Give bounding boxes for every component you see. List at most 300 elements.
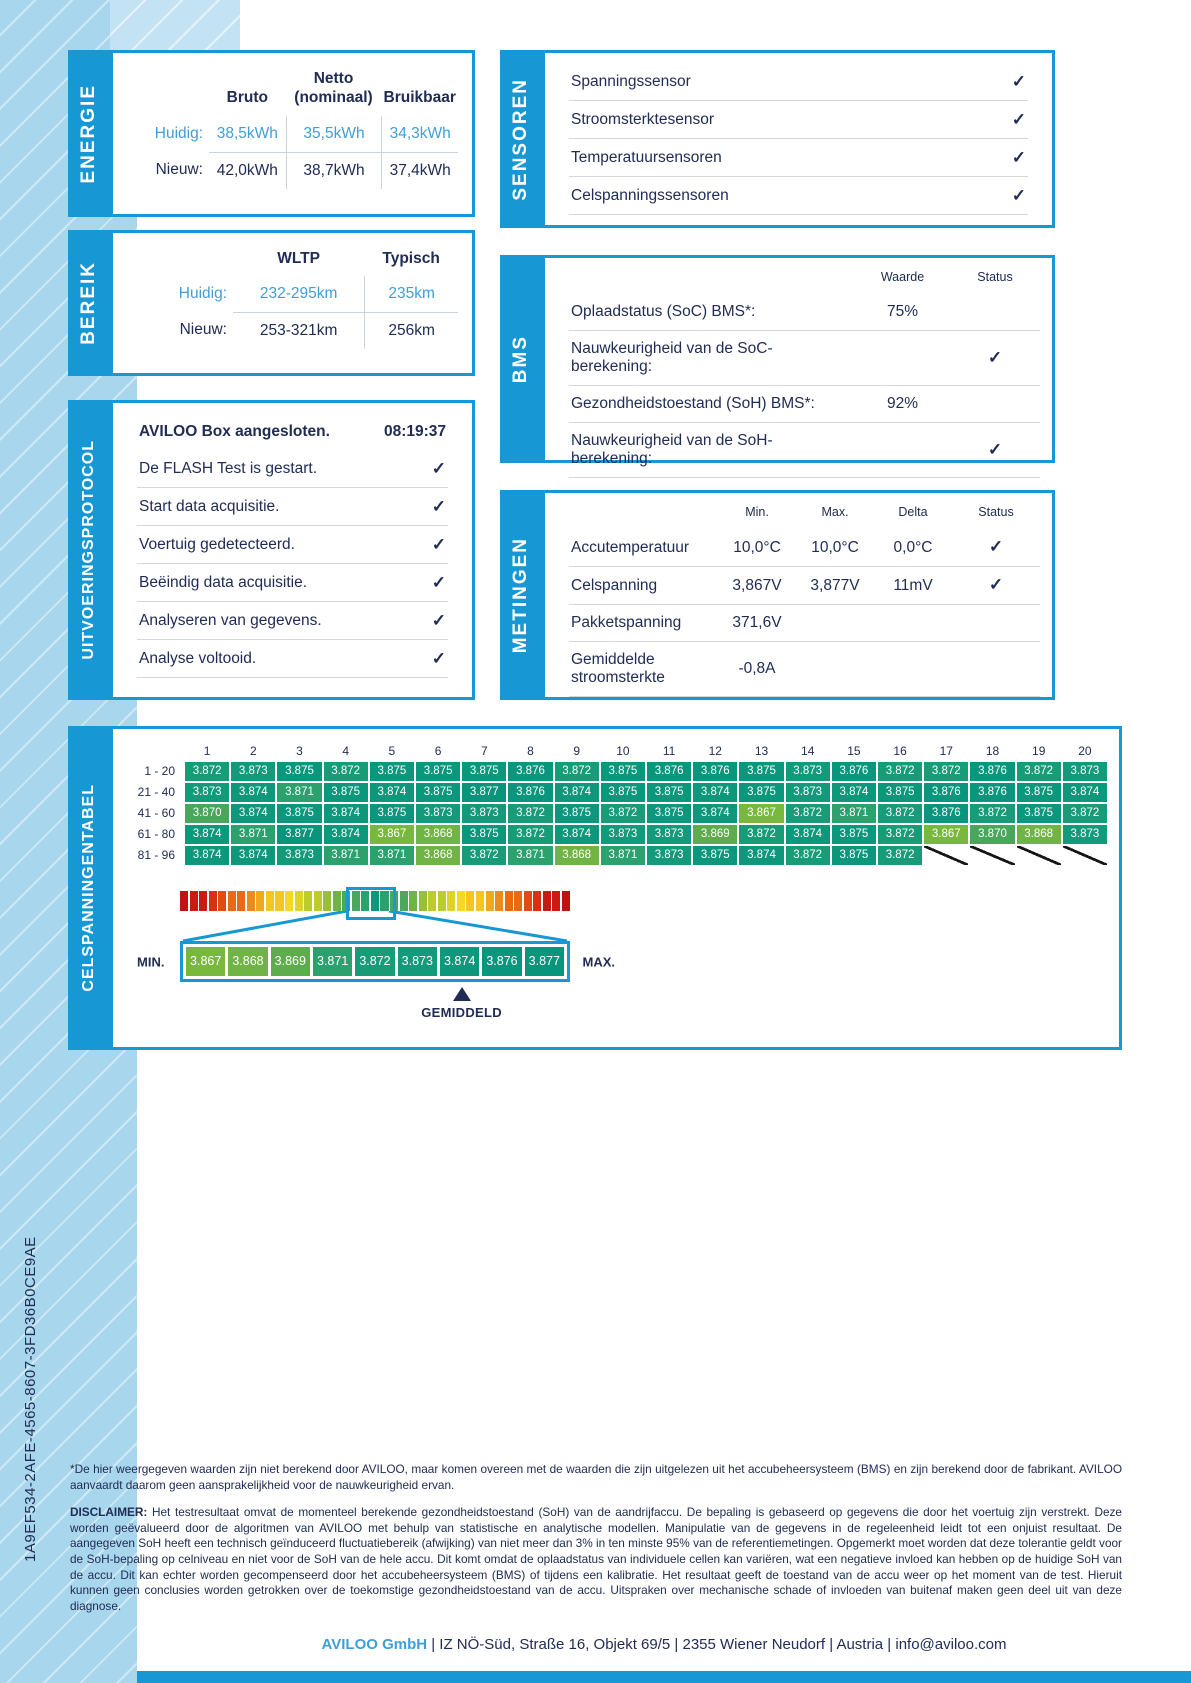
energie-huidig-bruto: 38,5kWh [216,124,278,142]
strip-voltage-cell: 3.873 [398,947,437,976]
col-header-waarde: Waarde [880,270,925,284]
voltage-cell: 3.875 [832,825,876,844]
col-header-status: Status [978,505,1014,519]
strip-voltage-cell: 3.869 [271,947,310,976]
cell-column-header: 1 [203,744,211,758]
strip-voltage-cell: 3.877 [525,947,564,976]
voltage-scale [180,891,570,911]
check-icon: ✓ [988,537,1004,556]
bms-row [569,386,1040,423]
report-id-vertical-text: 1A9EF534-2AFE-4565-8607-3FD36B0CE9AE [22,1236,39,1562]
cell-column-header: 19 [1032,744,1046,758]
metingen-row [569,567,1040,605]
disclaimer-label: DISCLAIMER: [70,1505,148,1520]
row-label-nieuw: Nieuw: [155,160,203,178]
scale-segment [419,891,427,911]
row-label-huidig: Huidig: [178,285,227,303]
section-uitvoeringsprotocol [68,400,475,700]
cell-column-header: 3 [296,744,303,758]
protocol-step-label: Voertuig gedetecteerd. [139,535,295,553]
col-header-status: Status [977,270,1013,284]
cell-column-header: 7 [480,744,488,758]
voltage-cell: 3.874 [693,783,737,802]
cell-column-header: 5 [388,744,396,758]
voltage-cell: 3.873 [462,804,506,823]
scale-segment [323,891,331,911]
check-icon: ✓ [987,439,1003,459]
col-header-delta: Delta [898,505,928,519]
metingen-row-label: Accutemperatuur [571,538,690,556]
voltage-cell: 3.867 [370,825,414,844]
voltage-cell: 3.874 [1063,783,1107,802]
voltage-cell: 3.872 [878,804,922,823]
cell-column-header: 11 [662,744,676,758]
section-energie [68,50,475,217]
metingen-row [569,605,1040,642]
cell-column-header: 18 [985,744,1000,758]
voltage-cell: 3.872 [739,825,783,844]
scale-segment [314,891,322,911]
bms-soc-value: 75% [886,303,919,320]
voltage-cell: 3.871 [370,846,414,865]
voltage-cell: 3.868 [416,846,460,865]
average-triangle-icon [453,987,471,1001]
cell-row-header: 61 - 80 [137,827,175,841]
voltage-cell: 3.870 [185,804,229,823]
scale-segment [228,891,236,911]
voltage-cell: 3.875 [647,804,691,823]
voltage-cell: 3.874 [185,846,229,865]
bms-row [569,423,1040,478]
protocol-step-label: De FLASH Test is gestart. [139,459,318,477]
scale-segment [562,891,570,911]
bereik-huidig-wltp: 232-295km [259,285,338,303]
protocol-label-bar [68,400,110,700]
voltage-cell: 3.875 [462,825,506,844]
cell-column-header: 14 [801,744,815,758]
section-sensoren [500,50,1055,228]
col-header-min: Min. [745,505,769,519]
scale-segment [552,891,560,911]
voltage-cell: 3.875 [1017,783,1061,802]
footnote-text: *De hier weergegeven waarden zijn niet berekend door AVILOO, maar komen overeen met de waarden die zijn uitgelezen uit het accubeheersysteem (BMS) en zijn berekend door de fabrikant. AVILOO aanvaardt daarom geen aansprakelijkheid voor de nauwkeurigheid ervan. [70,1462,1122,1492]
strip-voltage-cell: 3.872 [355,947,394,976]
col-header-netto: Netto (nominaal) [294,70,373,107]
voltage-cell: 3.871 [601,846,645,865]
voltage-cell: 3.875 [878,783,922,802]
celtab-box [110,726,1122,1050]
col-header-bruikbaar: Bruikbaar [383,89,456,107]
voltage-cell: 3.873 [277,846,321,865]
sensoren-box [542,50,1055,228]
protocol-row [137,526,448,564]
cell-column-header: 12 [708,744,722,758]
cell-column-header: 9 [573,744,581,758]
voltage-cell: 3.877 [277,825,321,844]
check-icon: ✓ [431,573,446,592]
voltage-cell: 3.874 [185,825,229,844]
voltage-cell: 3.869 [693,825,737,844]
strip-voltage-cell: 3.874 [440,947,479,976]
strip-voltage-cell: 3.871 [313,947,352,976]
scale-segment [409,891,417,911]
voltage-cell: 3.876 [693,762,737,781]
voltage-cell: 3.875 [462,762,506,781]
cell-column-header: 13 [754,744,769,758]
check-icon: ✓ [1011,148,1026,167]
metingen-label-bar [500,490,542,700]
voltage-cell: 3.876 [924,804,968,823]
temp-min: 10,0°C [733,538,781,556]
check-icon: ✓ [988,575,1004,594]
strip-voltage-cell: 3.868 [228,947,267,976]
voltage-cell: 3.870 [970,825,1014,844]
protocol-row [137,488,448,526]
check-icon: ✓ [431,459,446,478]
scale-segment [533,891,541,911]
metingen-box [542,490,1055,700]
footer [137,1636,1191,1653]
voltage-cell: 3.871 [832,804,876,823]
scale-segment [237,891,245,911]
energie-huidig-bruikbaar: 34,3kWh [381,116,458,152]
section-celspanningentabel [68,726,1122,1050]
voltage-cell: 3.875 [416,783,460,802]
temp-max: 10,0°C [811,538,859,556]
max-label: MAX. [582,954,615,969]
voltage-cell: 3.872 [462,846,506,865]
voltage-cell: 3.872 [508,804,552,823]
scale-segment [495,891,503,911]
metingen-row-label: Gemiddelde stroomsterkte [571,651,665,686]
voltage-cell: 3.874 [555,825,599,844]
protocol-row [137,640,448,678]
voltage-cell: 3.875 [601,762,645,781]
empty-cell-slash-icon [970,846,1014,865]
row-label-huidig: Huidig: [154,124,203,142]
cell-row-header: 41 - 60 [137,806,175,820]
cell-column-header: 15 [847,744,861,758]
cell-column-header: 2 [249,744,257,758]
voltage-cell: 3.873 [416,804,460,823]
scale-segment [295,891,303,911]
check-icon: ✓ [1011,110,1026,129]
scale-segment [505,891,513,911]
voltage-cell: 3.872 [324,762,368,781]
check-icon: ✓ [431,535,446,554]
voltage-cell: 3.875 [277,762,321,781]
voltage-cell: 3.871 [277,783,321,802]
bms-soh-value: 92% [886,395,919,412]
bms-box [542,255,1055,467]
sensor-row [569,101,1028,139]
metingen-row-label: Celspanning [571,576,658,594]
voltage-cell: 3.873 [1063,825,1107,844]
protocol-box [110,400,475,700]
protocol-row [137,450,448,488]
energie-box [110,50,475,217]
scale-segment [333,891,341,911]
sensoren-label-bar [500,50,542,228]
bereik-box [110,230,475,376]
scale-segment [514,891,522,911]
cell-row-header: 81 - 96 [137,848,175,862]
voltage-cell: 3.873 [601,825,645,844]
scale-segment [486,891,494,911]
cell-voltage-grid [125,743,1107,865]
voltage-cell: 3.875 [739,762,783,781]
cellv-delta: 11mV [893,576,933,594]
voltage-cell: 3.874 [693,804,737,823]
sensor-label: Temperatuursensoren [571,148,722,166]
protocol-step-label: Analyse voltooid. [139,649,257,667]
zoom-strip-cells [186,947,564,976]
cell-column-header: 17 [939,744,953,758]
voltage-cell: 3.874 [786,825,830,844]
voltage-cell: 3.872 [508,825,552,844]
bms-row-label: Gezondheidstoestand (SoH) BMS*: [571,395,815,412]
voltage-cell: 3.871 [324,846,368,865]
scale-segment [524,891,532,911]
voltage-cell: 3.872 [786,846,830,865]
scale-segment [190,891,198,911]
scale-segment [218,891,226,911]
zoom-strip [137,941,615,982]
cell-column-header: 8 [527,744,534,758]
section-title: METINGEN [510,536,531,654]
bms-row-label: Oplaadstatus (SoC) BMS*: [571,303,756,320]
voltage-cell: 3.875 [693,846,737,865]
bms-label-bar [500,255,542,463]
voltage-cell: 3.873 [786,783,830,802]
metingen-row [569,642,1040,697]
voltage-cell: 3.872 [878,846,922,865]
cell-row-header: 1 - 20 [144,764,175,778]
cell-column-header: 16 [893,744,907,758]
voltage-cell: 3.875 [370,804,414,823]
section-title: UITVOERINGSPROTOCOL [80,440,97,660]
voltage-cell: 3.875 [832,846,876,865]
voltage-cell: 3.876 [647,762,691,781]
average-marker-row [180,982,570,1036]
voltage-cell: 3.876 [832,762,876,781]
voltage-cell: 3.874 [739,846,783,865]
col-header-bruto: Bruto [226,89,268,107]
check-icon: ✓ [431,497,446,516]
voltage-cell: 3.874 [324,804,368,823]
protocol-timestamp: 08:19:37 [383,422,446,440]
protocol-step-label: AVILOO Box aangesloten. [139,422,330,440]
energie-nieuw-bruikbaar: 37,4kWh [381,152,458,189]
sensor-row [569,63,1028,101]
bereik-label-bar [68,230,110,376]
voltage-cell: 3.872 [185,762,229,781]
scale-segment [199,891,207,911]
voltage-cell: 3.875 [555,804,599,823]
bereik-nieuw-wltp: 253-321km [233,312,364,349]
sensor-label: Celspanningssensoren [571,186,729,204]
section-bms [500,255,1055,467]
voltage-cell: 3.876 [508,783,552,802]
scale-segment [275,891,283,911]
voltage-cell: 3.872 [924,762,968,781]
scale-segment [285,891,293,911]
scale-segment [438,891,446,911]
scale-segment [266,891,274,911]
col-header-max: Max. [821,505,849,519]
scale-segment [447,891,455,911]
voltage-cell: 3.875 [739,783,783,802]
voltage-cell: 3.874 [555,783,599,802]
scale-segment [304,891,312,911]
avg-current-value: -0,8A [738,660,776,677]
energie-huidig-netto: 35,5kWh [286,116,382,152]
section-title: SENSOREN [510,77,531,201]
protocol-step-label: Start data acquisitie. [139,497,280,515]
strip-voltage-cell: 3.867 [186,947,225,976]
voltage-cell: 3.872 [1017,762,1061,781]
empty-cell-slash-icon [1063,846,1107,865]
voltage-cell: 3.875 [1017,804,1061,823]
bms-row [569,331,1040,386]
voltage-cell: 3.872 [786,804,830,823]
average-label: GEMIDDELD [421,1005,502,1020]
cell-row-header: 21 - 40 [137,785,175,799]
disclaimer-text: DISCLAIMER: Het testresultaat omvat de momenteel berekende gezondheidstoestand (SoH) van de aandrijfaccu. De bepaling is gebaseerd op gegevens die door het voertuig zijn verstrekt. Deze worden geëvalueerd door de algoritmen van AVILOO met behulp van statistische en analytische modellen. Manipulatie van de gegevens in de regeleenheid leidt tot een onjuist resultaat. De aangegeven SoH heeft een technisch geïnduceerd fluctuatiebereik (afwijking) van niet meer dan 3% in ten minste 95% van de referentiemetingen. Opgemerkt moet worden dat deze tolerantie geldt voor de SoH-bepaling op celniveau en niet voor de SoH van de hele accu. Dit komt omdat de oplaadstatus van individuele cellen kan variëren, wat een negatieve invloed kan hebben op de huidige SoH van de accu. Dit kan echter worden gecompenseerd door het accubeheersysteem (BMS) of tijdens een kalibratie. Het resultaat geeft de toestand van de accu weer op het moment van de test. Hieruit kunnen geen conclusies worden getrokken over de toekomstige gezondheidstoestand van de accu. Uitspraken over mechanische schade of invloeden van buitenaf maken geen deel uit van deze diagnose. [70,1505,1122,1613]
cell-column-header: 10 [616,744,630,758]
bottom-accent-bar [137,1671,1191,1683]
top-left-decoration [110,0,240,55]
voltage-cell: 3.868 [555,846,599,865]
voltage-cell: 3.873 [647,846,691,865]
voltage-cell: 3.872 [1063,804,1107,823]
voltage-cell: 3.876 [970,783,1014,802]
energie-label-bar [68,50,110,217]
bms-row-label: Nauwkeurigheid van de SoC-berekening: [571,340,773,375]
voltage-cell: 3.873 [786,762,830,781]
cellv-min: 3,867V [732,576,782,594]
cell-column-header: 6 [434,744,442,758]
scale-segment [457,891,465,911]
check-icon: ✓ [1011,72,1026,91]
empty-cell-slash-icon [1017,846,1061,865]
col-header-typisch: Typisch [382,250,440,267]
voltage-cell: 3.872 [970,804,1014,823]
voltage-cell: 3.876 [508,762,552,781]
check-icon: ✓ [431,611,446,630]
bereik-nieuw-typisch: 256km [364,312,458,349]
sensor-label: Spanningssensor [571,72,691,90]
section-title: BMS [510,334,531,384]
voltage-cell: 3.874 [231,804,275,823]
scale-highlight-box [346,887,396,920]
scale-segment [543,891,551,911]
metingen-row [569,529,1040,567]
energie-nieuw-netto: 38,7kWh [286,152,382,189]
strip-voltage-cell: 3.876 [482,947,521,976]
voltage-cell: 3.873 [1063,762,1107,781]
packv-value: 371,6V [732,614,782,631]
voltage-cell: 3.872 [878,762,922,781]
cellv-max: 3,877V [810,576,860,594]
empty-cell-slash-icon [924,846,968,865]
voltage-cell: 3.873 [647,825,691,844]
scale-segment [476,891,484,911]
section-bereik [68,230,475,376]
voltage-cell: 3.868 [416,825,460,844]
company-name: AVILOO GmbH [321,1636,428,1653]
section-metingen [500,490,1055,700]
protocol-step-label: Beëindig data acquisitie. [139,573,308,591]
bms-row [569,294,1040,331]
check-icon: ✓ [987,347,1003,367]
row-label-nieuw: Nieuw: [179,321,227,339]
section-title: ENERGIE [78,83,99,184]
voltage-cell: 3.872 [878,825,922,844]
voltage-cell: 3.867 [739,804,783,823]
scale-segment [256,891,264,911]
min-label: MIN. [137,954,165,969]
voltage-cell: 3.871 [231,825,275,844]
voltage-cell: 3.876 [970,762,1014,781]
section-title: BEREIK [78,261,99,345]
voltage-cell: 3.877 [462,783,506,802]
section-title: CELSPANNINGENTABEL [80,784,97,992]
protocol-row [137,564,448,602]
scale-segment [466,891,474,911]
protocol-row [137,413,448,450]
voltage-cell: 3.867 [924,825,968,844]
voltage-cell: 3.874 [231,783,275,802]
sensor-row [569,177,1028,215]
voltage-cell: 3.876 [924,783,968,802]
voltage-cell: 3.874 [324,825,368,844]
voltage-cell: 3.875 [601,783,645,802]
voltage-cell: 3.875 [324,783,368,802]
scale-segment [247,891,255,911]
voltage-cell: 3.868 [1017,825,1061,844]
cell-column-header: 20 [1078,744,1092,758]
protocol-step-label: Analyseren van gegevens. [139,611,322,629]
voltage-cell: 3.874 [370,783,414,802]
voltage-cell: 3.875 [416,762,460,781]
voltage-cell: 3.871 [508,846,552,865]
voltage-cell: 3.874 [832,783,876,802]
voltage-cell: 3.873 [185,783,229,802]
voltage-cell: 3.874 [231,846,275,865]
sensor-label: Stroomsterktesensor [571,110,714,128]
check-icon: ✓ [431,649,446,668]
voltage-cell: 3.875 [647,783,691,802]
scale-segment [180,891,188,911]
bms-row-label: Nauwkeurigheid van de SoH-berekening: [571,432,773,467]
check-icon: ✓ [1011,186,1026,205]
sensor-row [569,139,1028,177]
col-header-wltp: WLTP [277,250,320,267]
metingen-row-label: Pakketspanning [571,614,682,631]
scale-segment [400,891,408,911]
scale-segment [428,891,436,911]
voltage-cell: 3.875 [370,762,414,781]
voltage-cell: 3.872 [555,762,599,781]
legal-text-block [70,1462,1122,1626]
protocol-row [137,602,448,640]
scale-segment [209,891,217,911]
energie-nieuw-bruto: 42,0kWh [209,152,286,189]
voltage-cell: 3.872 [601,804,645,823]
bereik-huidig-typisch: 235km [364,276,458,312]
temp-delta: 0,0°C [893,538,933,556]
